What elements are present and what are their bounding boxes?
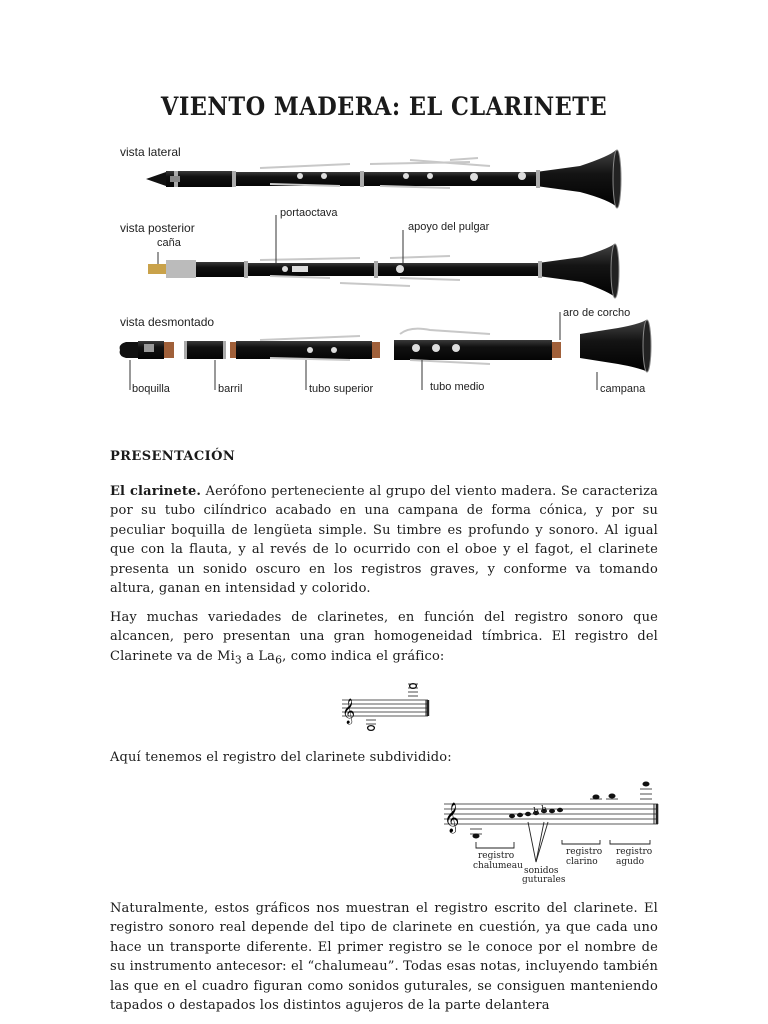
paragraph-registro <box>110 608 658 670</box>
clarinet-posterior-view <box>148 244 619 298</box>
svg-text:b: b <box>533 807 539 817</box>
label-barril: barril <box>218 383 243 395</box>
label-apoyo-pulgar: apoyo del pulgar <box>408 221 490 233</box>
view-label-desmontado: vista desmontado <box>120 315 215 329</box>
label-tubo-superior: tubo superior <box>309 383 374 395</box>
paragraph-registro-text-c: , como indica el gráfico: <box>282 648 445 664</box>
label-campana: campana <box>600 383 646 395</box>
subscript-mi: 3 <box>234 653 242 667</box>
clarinet-diagram <box>110 140 665 405</box>
label-aro-corcho: aro de corcho <box>563 307 631 319</box>
paragraph-registro-escrito: Naturalmente, estos gráficos nos muestran el registro escrito del clarinete. El registro sonoro real depende del tipo de clarinete en cuestión, ya que cada uno hace un transporte diferente. El primer registro se le conoce por el nombre de su instrumento antecesor: el “chalumeau”. Todas esas notas, incluyendo también las que en el cuadro figuran como sonidos guturales, se consiguen manteniendo tapados o destapados los distintos agujeros de la parte delantera <box>110 901 658 1014</box>
subscript-la: 6 <box>275 653 283 667</box>
page-title: VIENTO MADERA: EL CLARINETE <box>160 92 608 121</box>
register-chalumeau-line1: registro <box>478 851 515 861</box>
register-clarino-line1: registro <box>566 847 603 857</box>
register-staff-icon <box>440 778 665 888</box>
register-agudo-line1: registro <box>616 847 653 857</box>
svg-text:b: b <box>541 805 547 815</box>
range-staff-icon <box>338 680 433 738</box>
paragraph-intro <box>110 482 658 598</box>
register-agudo-line2: agudo <box>616 857 645 867</box>
paragraph-registro-text-b: a La <box>241 648 276 664</box>
register-clarino-line2: clarino <box>566 857 598 867</box>
treble-clef-icon: 𝄞 <box>342 699 356 724</box>
paragraph-subdivided: Aquí tenemos el registro del clarinete subdividido: <box>110 750 452 765</box>
view-label-posterior: vista posterior <box>120 221 195 235</box>
register-chalumeau-line2: chalumeau <box>473 861 523 871</box>
clarinet-lateral-view <box>146 150 621 208</box>
view-label-lateral: vista lateral <box>120 145 181 159</box>
section-heading: PRESENTACIÓN <box>110 449 236 464</box>
label-portaoctava: portaoctava <box>280 207 338 219</box>
register-guturales-line2: guturales <box>522 875 566 885</box>
paragraph-intro-text: Aerófono perteneciente al grupo del viento madera. Se caracteriza por su tubo cilíndrico acabado en una campana de forma cónica, y por su peculiar boquilla de lengüeta simple. Su timbre es profundo y sonoro. Al igual que con la flauta, y al revés de lo ocurrido con el oboe y el fagot, el clarinete presenta un sonido oscuro en los registros graves, y conforme va tomando altura, ganan en intensidad y colorido. <box>110 484 658 597</box>
term-clarinete: El clarinete. <box>110 484 202 499</box>
label-tubo-medio: tubo medio <box>430 381 485 393</box>
treble-clef-icon: 𝄞 <box>444 803 460 833</box>
paragraph-registro-text-a: Hay muchas variedades de clarinetes, en función del registro sonoro que alcancen, pero presentan una gran homogeneidad tímbrica. El registro del Clarinete va de Mi <box>110 610 658 664</box>
register-guturales-line1: sonidos <box>524 866 559 876</box>
label-boquilla: boquilla <box>132 383 170 395</box>
label-cana: caña <box>157 237 181 249</box>
